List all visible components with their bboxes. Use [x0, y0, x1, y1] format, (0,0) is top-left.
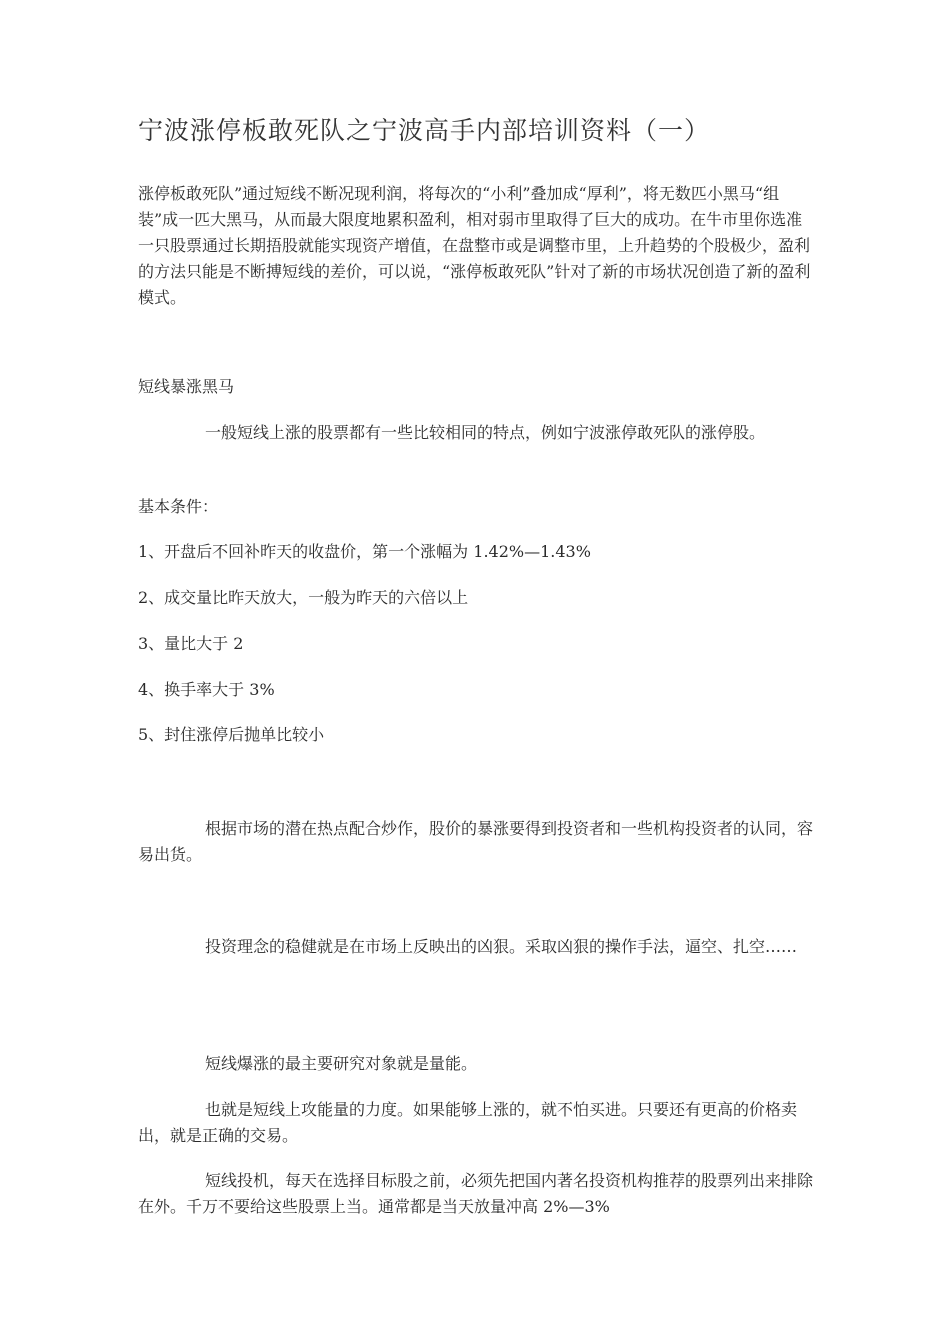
condition-item: 3、量比大于 2 [138, 634, 244, 653]
speculation-paragraph: 短线投机，每天在选择目标股之前，必须先把国内著名投资机构推荐的股票列出来排除在外。千万不要给这些股票上当。通常都是当天放量冲高 2%—3% [138, 1171, 814, 1216]
general-paragraph: 一般短线上涨的股票都有一些比较相同的特点，例如宁波涨停敢死队的涨停股。 [205, 423, 766, 442]
intro-paragraph: 涨停板敢死队”通过短线不断况现利润，将每次的“小利”叠加成“厚利”，将无数匹小黑马“组装”成一匹大黑马，从而最大限度地累积盈利，相对弱市里取得了巨大的成功。在牛市里你选准一只股票通过长期捂股就能实现资产增值，在盘整市或是调整市里，上升趋势的个股极少，盈利的方法只能是不断搏短线的差价，可以说，“涨停板敢死队”针对了新的市场状况创造了新的盈利模式。 [138, 184, 811, 307]
section-heading: 短线暴涨黑马 [138, 377, 235, 396]
condition-item: 2、成交量比昨天放大，一般为昨天的六倍以上 [138, 588, 469, 607]
force-paragraph: 也就是短线上攻能量的力度。如果能够上涨的，就不怕买进。只要还有更高的价格卖出，就是正确的交易。 [138, 1100, 798, 1145]
condition-item: 5、封住涨停后抛单比较小 [138, 725, 325, 744]
conditions-label: 基本条件： [138, 497, 219, 516]
document-title: 宁波涨停板敢死队之宁波高手内部培训资料（一） [138, 116, 711, 145]
market-paragraph: 根据市场的潜在热点配合炒作，股价的暴涨要得到投资者和一些机构投资者的认同，容易出货。 [138, 819, 814, 864]
condition-item: 4、换手率大于 3% [138, 680, 275, 699]
volume-paragraph: 短线爆涨的最主要研究对象就是量能。 [205, 1054, 478, 1073]
condition-item: 1、开盘后不回补昨天的收盘价，第一个涨幅为 1.42%—1.43% [138, 542, 591, 561]
concept-paragraph: 投资理念的稳健就是在市场上反映出的凶狠。采取凶狠的操作手法，逼空、扎空…… [205, 937, 798, 956]
